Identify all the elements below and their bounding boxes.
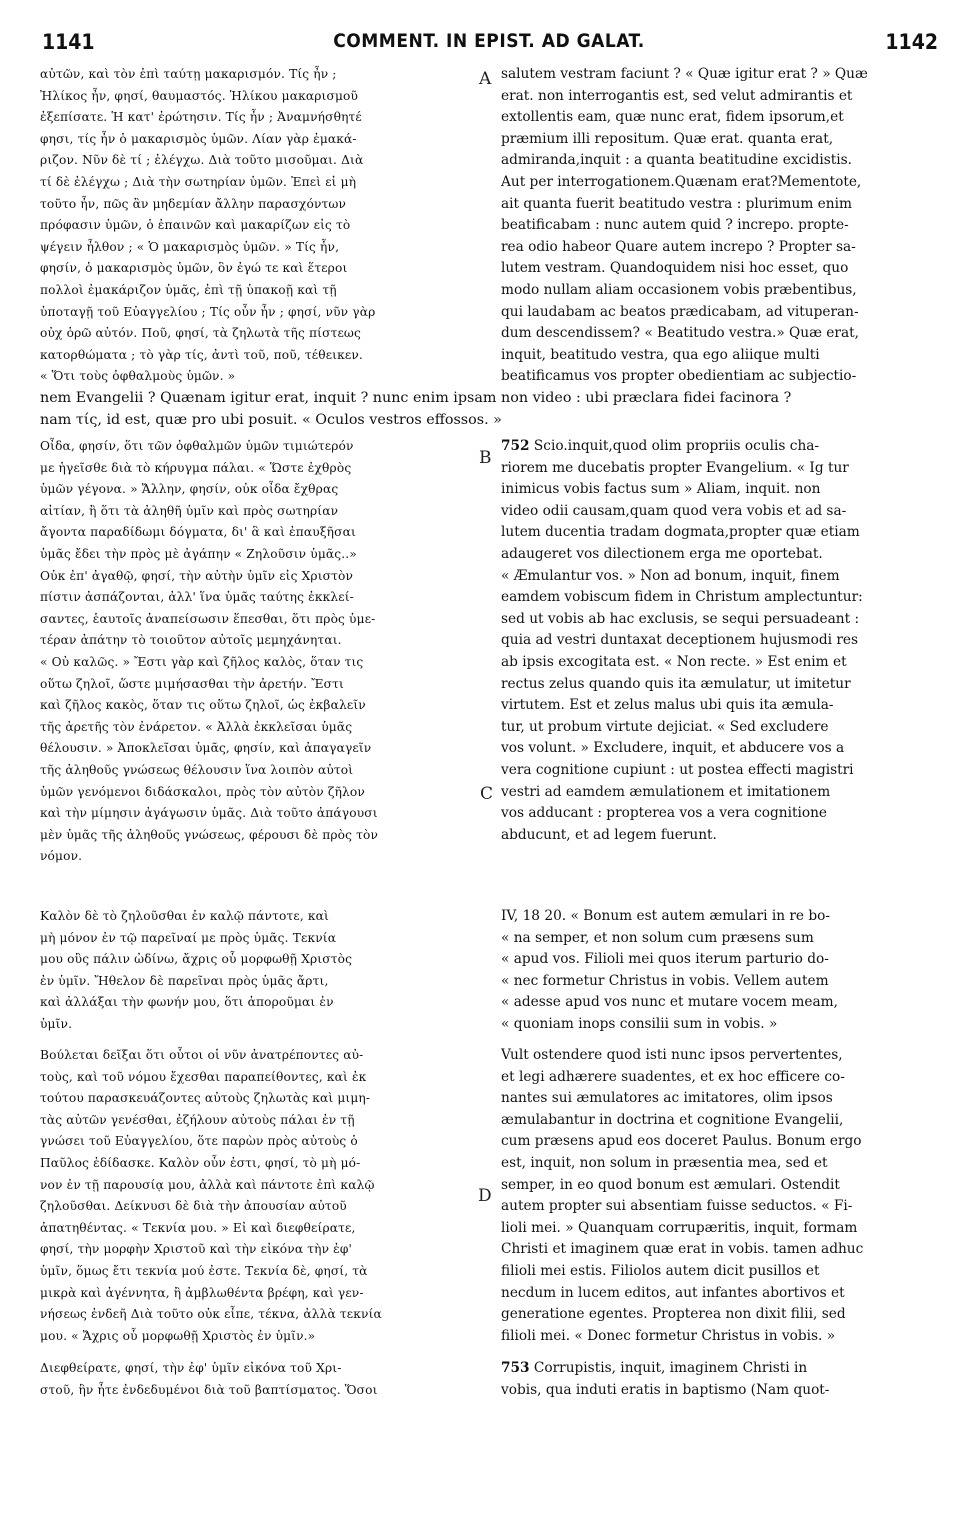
text-line: præmium illi repositum. Quæ erat. quanta erat, <box>501 130 834 147</box>
text-line: inquit, beatitudo vestra, qua ego aliique multi <box>501 346 820 363</box>
text-line: πολλοὶ ἐμακάριζον ὑμᾶς, ἐπὶ τῇ ὑπακοῇ καὶ τῇ <box>40 282 337 297</box>
text-line: Οὐκ ἐπ' ἀγαθῷ, φησί, τὴν αὐτὴν ὑμῖν εἰς Χριστὸν <box>40 568 354 583</box>
text-line: est, inquit, non solum in præsentia mea, sed et <box>501 1154 828 1171</box>
greek-column-block-1 <box>40 64 474 388</box>
text-line: necdum in lucem editos, aut infantes abortivos et <box>501 1284 845 1301</box>
text-line: μὲν ὑμᾶς τῆς ἀληθοῦς γνώσεως, φέρουσι δὲ πρὸς τὸν <box>40 827 379 842</box>
text-line: vos adducant : propterea vos a vera cognitione <box>501 805 828 822</box>
text-line: « apud vos. Filioli mei quos iterum parturio do- <box>501 951 829 968</box>
text-line: riorem me ducebatis propter Evangelium. « Ig tur <box>501 459 849 476</box>
text-line: στοῦ, ἣν ἦτε ἐνδεδυμένοι διὰ τοῦ βαπτίσματος. Ὅσοι <box>40 1382 378 1397</box>
text-line: beatificamus vos propter obedientiam ac subjectio- <box>501 368 857 385</box>
text-line: vestri ad eamdem æmulationem et imitationem <box>501 783 831 800</box>
greek-column-block-5 <box>40 1358 474 1401</box>
text-line: αἰτίαν, ἢ ὅτι τὰ ἀληθῆ ὑμῖν καὶ πρὸς σωτηρίαν <box>40 503 339 518</box>
text-line: ἄγοντα παραδίδωμι δόγματα, δι' ἃ καὶ ἐπαυξῆσαι <box>40 525 356 540</box>
page-number-right: 1142 <box>885 30 938 54</box>
text-line: Aut per interrogationem.Quænam erat?Mementote, <box>501 173 862 190</box>
text-line: tur, ut probum virtute dejiciat. « Sed excludere <box>501 718 829 735</box>
text-line: φησίν, ὁ μακαρισμὸς ὑμῶν, ὃν ἐγώ τε καὶ ἕτεροι <box>40 261 348 276</box>
text-line: κατορθώματα ; τὸ γὰρ τίς, ἀντὶ τοῦ, ποῦ, τέθεικεν. <box>40 347 363 362</box>
text-line: ab ipsis excogitata est. « Non recte. » Est enim et <box>501 653 847 670</box>
text-line: γνώσει τοῦ Εὐαγγελίου, ὅτε παρὼν πρὸς αὐτοὺς ὁ <box>40 1134 358 1149</box>
text-line: inimicus vobis factus sum » Aliam, inquit. non <box>501 481 821 498</box>
text-line: τοὺς, καὶ τοῦ νόμου ἔχεσθαι παραπείθοντες, καὶ ἐκ <box>40 1069 367 1084</box>
text-line: abducunt, et ad legem fuerunt. <box>501 826 717 843</box>
text-line: quia ad vestri duntaxat deceptionem hujusmodi res <box>501 632 858 649</box>
text-line: ἐξεπίσατε. Ἡ κατ' ἐρώτησιν. Τίς ἦν ; Ἀναμνήσθητέ <box>40 110 362 125</box>
margin-marker-a: A <box>479 69 492 89</box>
text-line: lioli mei. » Quanquam corrupæritis, inquit, formam <box>501 1219 858 1236</box>
latin-lines-block-5 <box>501 1380 939 1402</box>
greek-column-block-3 <box>40 906 474 1036</box>
running-title: COMMENT. IN EPIST. AD GALAT. <box>333 30 645 52</box>
latin-column-block-4 <box>501 1045 939 1347</box>
text-line: Καλὸν δὲ τὸ ζηλοῦσθαι ἐν καλῷ πάντοτε, καὶ <box>40 909 329 923</box>
text-line: « Οὐ καλῶς. » Ἔστι γὰρ καὶ ζῆλος καλὸς, ὅταν τις <box>40 654 364 669</box>
page-number-left: 1141 <box>42 30 95 54</box>
text-line: « na semper, et non solum cum præsens sum <box>501 929 814 946</box>
text-line: Διεφθείρατε, φησί, τὴν ἐφ' ὑμῖν εἰκόνα τοῦ Χρι- <box>40 1361 342 1375</box>
text-line: qui laudabam ac beatos prædicabam, ad vituperan- <box>501 303 859 320</box>
text-line: τέραν ἀπάτην τὸ τοιοῦτον αὐτοῖς μεμηχάνηται. <box>40 633 342 648</box>
text-line: eamdem vobiscum fidem in Christum amplectuntur: <box>501 589 863 606</box>
text-line: beatificabam : nunc autem quid ? increpo. propte- <box>501 217 849 234</box>
latin-lines-block-2 <box>501 458 939 847</box>
text-line: filioli mei. « Donec formetur Christus in vobis. » <box>501 1327 836 1344</box>
text-line: καὶ ἀλλάξαι τὴν φωνήν μου, ὅτι ἀποροῦμαι ἐν <box>40 995 334 1010</box>
latin-line: Corrupistis, inquit, imaginem Christi in <box>529 1360 808 1376</box>
text-line: vobis, qua induti eratis in baptismo (Nam quot- <box>501 1381 830 1398</box>
text-line: θέλουσιν. » Ἀποκλεῖσαι ὑμᾶς, φησίν, καὶ ἀπαγαγεῖν <box>40 741 372 756</box>
text-line: lutem vestram. Quandoquidem nisi hoc esset, quo <box>501 260 849 277</box>
text-line: æmulabantur in doctrina et cognitione Evangelii, <box>501 1111 844 1128</box>
text-line: μου. « Ἄχρις οὗ μορφωθῇ Χριστὸς ἐν ὑμῖν.» <box>40 1328 316 1343</box>
latin-full-width-lines <box>40 388 939 431</box>
page-header <box>40 30 938 60</box>
text-line: « quoniam inops consilii sum in vobis. » <box>501 1015 778 1032</box>
text-line: generatione egentes. Propterea non dixit filii, sed <box>501 1306 846 1323</box>
greek-column-block-4 <box>40 1045 474 1347</box>
text-line: rea odio habeor Quare autem increpo ? Propter sa- <box>501 238 856 255</box>
text-line: ὑμῖν. <box>40 1016 73 1031</box>
text-line: μου οὓς πάλιν ὠδίνω, ἄχρις οὗ μορφωθῇ Χριστὸς <box>40 952 353 967</box>
text-line: semper, in eo quod bonum est æmulari. Ostendit <box>501 1176 840 1193</box>
text-line: τὰς αὐτῶν γενέσθαι, ἐζήλουν αὐτοὺς πάλαι ἐν τῇ <box>40 1112 355 1127</box>
text-line: « Æmulantur vos. » Non ad bonum, inquit, finem <box>501 567 840 584</box>
text-line: lutem ducentia tradam dogmata,propter quæ etiam <box>501 524 860 541</box>
text-line: adaugeret vos dilectionem erga me oportebat. <box>501 545 823 562</box>
latin-column-block-1 <box>501 64 939 388</box>
text-line: virtutem. Est et zelus malus ubi quis ita æmula- <box>501 697 834 714</box>
text-line: τούτου παρασκευάζοντες αὐτοὺς ζηλωτὰς καὶ μιμη- <box>40 1091 371 1106</box>
text-line: πρόφασιν ὑμῶν, ὁ ἐπαινῶν καὶ μακαρίζων εἰς τὸ <box>40 218 351 233</box>
text-line: sed ut vobis ab hac exclusis, se sequi persuadeant : <box>501 610 860 627</box>
text-line: rectus zelus quando quis ita æmulatur, ut imitetur <box>501 675 851 692</box>
text-line: « Ὅτι τοὺς ὀφθαλμοὺς ὑμῶν. » <box>40 369 236 384</box>
text-line: nantes sui æmulatores ac imitatores, olim ipsos <box>501 1090 833 1107</box>
text-line: σαντες, ἑαυτοῖς ἀναπείσωσιν ἕπεσθαι, ὅτι πρὸς ὑμε- <box>40 611 376 626</box>
text-line: dum descendissem? « Beatitudo vestra.» Quæ erat, <box>501 325 859 342</box>
text-line: extollentis eam, quæ nunc erat, fidem ipsorum,et <box>501 109 844 126</box>
text-line: ὑποταγῇ τοῦ Εὐαγγελίου ; Τίς οὖν ἦν ; φησί, νῦν γὰρ <box>40 304 376 319</box>
text-line: τί δὲ ἐλέγχω ; Διὰ τὴν σωτηρίαν ὑμῶν. Ἐπεὶ εἰ μὴ <box>40 174 357 189</box>
text-line: nem Evangelii ? Quænam igitur erat, inquit ? nunc enim ipsam non video : ubi præclara fidei facinora ? <box>40 390 792 406</box>
text-line: admiranda,inquit : a quanta beatitudine excidistis. <box>501 152 853 169</box>
text-line: et legi adhærere suadentes, et ex hoc efficere co- <box>501 1068 845 1085</box>
text-line: « adesse apud vos nunc et mutare vocem meam, <box>501 994 838 1011</box>
latin-column-block-5 <box>501 1358 939 1401</box>
text-line: Βούλεται δεῖξαι ὅτι οὗτοι οἱ νῦν ἀνατρέποντες αὐ- <box>40 1048 364 1062</box>
text-line: ριζον. Νῦν δὲ τί ; ἐλέγχω. Διὰ τοῦτο μισοῦμαι. Διὰ <box>40 153 364 168</box>
text-line: Παῦλος ἐδίδασκε. Καλὸν οὖν ἐστι, φησί, τὸ μὴ μό- <box>40 1155 361 1170</box>
latin-column-block-2 <box>501 436 939 846</box>
text-line: νον ἐν τῇ παρουσίᾳ μου, ἀλλὰ καὶ πάντοτε ἐπὶ καλῷ <box>40 1177 375 1192</box>
text-line: ὑμῖν, ὅμως ἔτι τεκνία μού ἐστε. Τεκνία δὲ, φησί, τὰ <box>40 1263 368 1278</box>
paragraph-number-752: 752 <box>501 438 530 454</box>
text-line: ὑμῶν γέγονα. » Ἄλλην, φησίν, οὐκ οἶδα ἔχθρας <box>40 482 339 497</box>
latin-line: Scio.inquit,quod olim propriis oculis cha- <box>529 438 820 454</box>
text-line: vos volunt. » Excludere, inquit, et abducere vos a <box>501 740 845 757</box>
text-line: Christi et imaginem quæ erat in vobis. tamen adhuc <box>501 1241 864 1258</box>
text-line: autem propter sui absentiam fuisse seductos. « Fi- <box>501 1198 853 1215</box>
text-line: νήσεως ἐνδεῆ Διὰ τοῦτο οὐκ εἶπε, τέκνα, ἀλλὰ τεκνία <box>40 1307 382 1322</box>
text-line: « nec formetur Christus in vobis. Vellem autem <box>501 972 829 989</box>
text-line: IV, 18 20. « Bonum est autem æmulari in re bo- <box>501 908 830 924</box>
text-line: μὴ μόνον ἐν τῷ παρεῖναί με πρὸς ὑμᾶς. Τεκνία <box>40 930 337 945</box>
text-line: νόμον. <box>40 849 83 864</box>
margin-marker-b: B <box>479 448 492 468</box>
text-line: καὶ τὴν μίμησιν ἀγάγωσιν ὑμᾶς. Διὰ τοῦτο ἀπάγουσι <box>40 806 378 821</box>
text-line: οὕτω ζηλοῖ, ὥστε μιμήσασθαι τὴν ἀρετήν. Ἔστι <box>40 676 344 691</box>
text-line: καὶ ζῆλος κακὸς, ὅταν τις οὕτω ζηλοῖ, ὡς ἐκβαλεῖν <box>40 698 366 713</box>
text-line: vera cognitione cupiunt : ut postea effecti magistri <box>501 761 854 778</box>
text-line: modo nullam aliam occasionem vobis præbentibus, <box>501 281 857 298</box>
text-line: οὐχ ὁρῶ αὐτόν. Ποῦ, φησί, τὰ ζηλωτὰ τῆς πίστεως <box>40 326 361 341</box>
text-line: ψέγειν ἦλθον ; « Ὁ μακαρισμὸς ὑμῶν. » Τίς ἦν, <box>40 239 340 254</box>
text-line: ὑμῶν γενόμενοι διδάσκαλοι, πρὸς τὸν αὐτὸν ζῆλον <box>40 784 365 799</box>
text-line: ὑμᾶς ἔδει τὴν πρὸς μὲ ἀγάπην « Ζηλοῦσιν ὑμᾶς..» <box>40 546 357 561</box>
text-line: ἐν ὑμῖν. Ἤθελον δὲ παρεῖναι πρὸς ὑμᾶς ἄρτι, <box>40 973 329 988</box>
text-line: φησί, τὴν μορφὴν Χριστοῦ καὶ τὴν εἰκόνα τὴν ἐφ' <box>40 1242 353 1257</box>
text-line: τοῦτο ἦν, πῶς ἂν μηδεμίαν ἄλλην παρασχόντων <box>40 196 347 211</box>
text-line: ait quanta fuerit beatitudo vestra : plurimum enim <box>501 195 852 212</box>
text-line: nam τίς, id est, quæ pro ubi posuit. « Oculos vestros effossos. » <box>40 411 502 428</box>
text-line: φησι, τίς ἦν ὁ μακαρισμὸς ὑμῶν. Λίαν γὰρ ἐμακά- <box>40 131 357 146</box>
greek-column-block-2 <box>40 436 474 868</box>
text-line: ζηλοῦσθαι. Δείκνυσι δὲ διὰ τὴν ἀπουσίαν αὐτοῦ <box>40 1199 347 1214</box>
text-line: Vult ostendere quod isti nunc ipsos pervertentes, <box>501 1047 843 1063</box>
text-line: Οἶδα, φησίν, ὅτι τῶν ὀφθαλμῶν ὑμῶν τιμιώτερόν <box>40 439 354 453</box>
text-line: πίστιν ἀσπάζονται, ἀλλ' ἵνα ὑμᾶς ταύτης ἐκκλεί- <box>40 590 354 605</box>
text-line: με ἡγεῖσθε διὰ τὸ κήρυγμα πάλαι. « Ὥστε ἐχθρὸς <box>40 460 352 475</box>
text-line: αὐτῶν, καὶ τὸν ἐπὶ ταύτῃ μακαρισμόν. Τίς ἦν ; <box>40 67 337 81</box>
text-line: τῆς ἀληθοῦς γνώσεως θέλουσιν ἵνα λοιπὸν αὐτοὶ <box>40 762 354 777</box>
text-line: erat. non interrogantis est, sed velut admirantis et <box>501 87 853 104</box>
latin-column-block-3 <box>501 906 939 1036</box>
text-line: cum præsens apud eos doceret Paulus. Bonum ergo <box>501 1133 862 1150</box>
margin-marker-c: C <box>480 784 494 804</box>
text-line: video odii causam,quam quod vera vobis et ad sa- <box>501 502 847 519</box>
text-line: τῆς ἀρετῆς τὸν ἐνάρετον. « Ἀλλὰ ἐκκλεῖσαι ὑμᾶς <box>40 719 353 734</box>
text-line: ἀπατηθέντας. « Τεκνία μου. » Εἰ καὶ διεφθείρατε, <box>40 1220 356 1235</box>
paragraph-number-753: 753 <box>501 1360 530 1376</box>
text-line: μικρὰ καὶ ἀγέννητα, ἢ ἀμβλωθέντα βρέφη, καὶ γεν- <box>40 1285 364 1300</box>
text-line: Ἠλίκος ἦν, φησί, θαυμαστός. Ἡλίκου μακαρισμοῦ <box>40 88 359 103</box>
margin-marker-d: D <box>478 1186 492 1206</box>
text-line: salutem vestram faciunt ? « Quæ igitur erat ? » Quæ <box>501 66 868 82</box>
text-line: filioli mei estis. Filiolos autem dicit pusillos et <box>501 1262 820 1279</box>
